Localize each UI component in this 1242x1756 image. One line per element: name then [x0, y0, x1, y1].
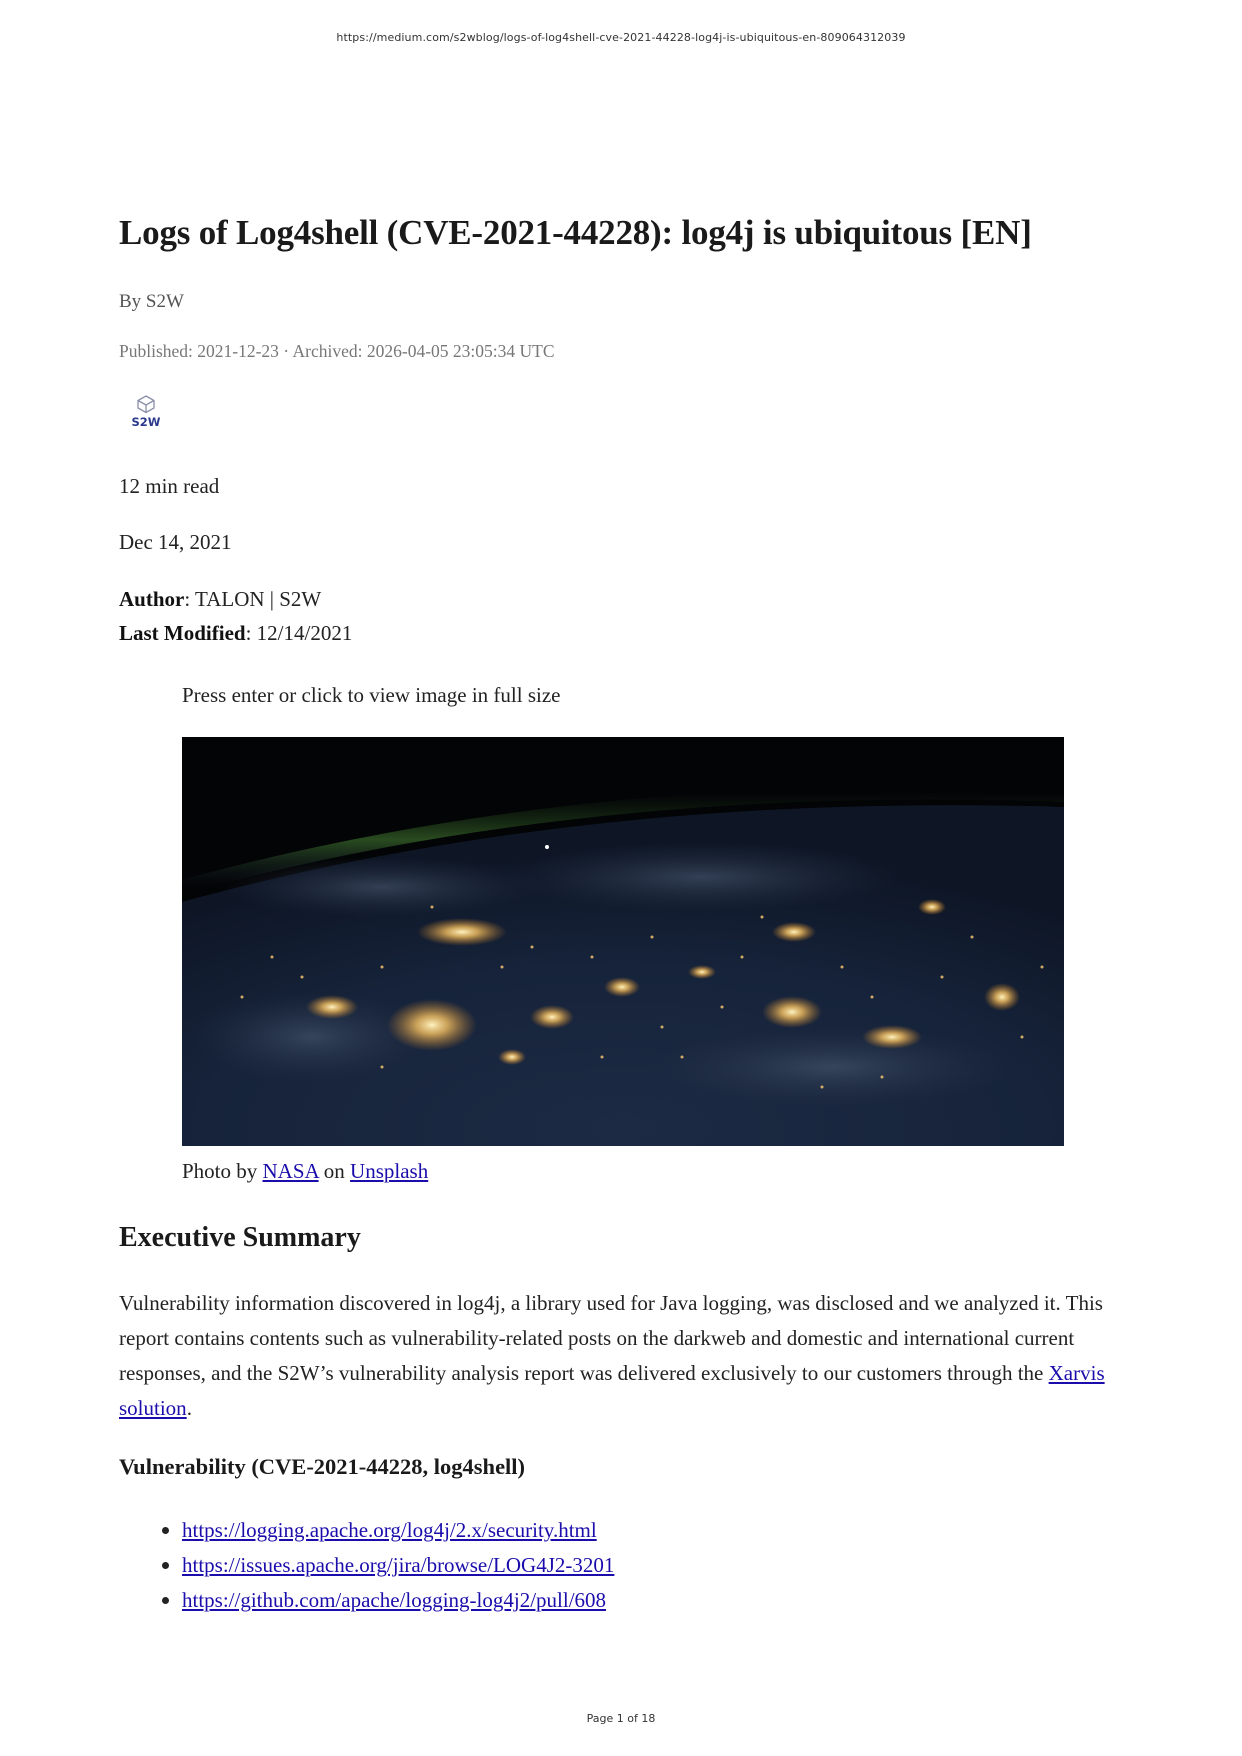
caption-nasa-link[interactable]: NASA — [262, 1159, 319, 1183]
publish-meta: Published: 2021-12-23 · Archived: 2026-04-05 23:05:34 UTC — [119, 341, 555, 361]
bullet-icon — [162, 1527, 169, 1534]
image-prompt: Press enter or click to view image in full size — [182, 683, 561, 707]
image-caption — [182, 1159, 428, 1184]
xarvis-link[interactable]: Xarvis solution — [119, 1361, 1105, 1420]
author-line — [119, 587, 321, 612]
reference-link[interactable]: https://issues.apache.org/jira/browse/LOG4J2-3201 — [182, 1553, 615, 1577]
caption-prefix: Photo by — [182, 1159, 263, 1183]
article-title: Logs of Log4shell (CVE-2021-44228): log4j is ubiquitous [EN] — [119, 213, 1032, 252]
author-label: Author — [119, 587, 185, 611]
modified-line — [119, 621, 352, 646]
s2w-logo — [126, 393, 166, 433]
summary-body: Vulnerability information discovered in log4j, a library used for Java logging, was disclosed and we analyzed it. This report contains contents such as vulnerability-related posts on the darkweb and domestic and international current responses, and the S2W’s vulnerability analysis report was delivered exclusively to our customers through the — [119, 1291, 1103, 1385]
page-number: Page 1 of 18 — [586, 1712, 656, 1725]
bullet-icon — [162, 1562, 169, 1569]
vulnerability-heading: Vulnerability (CVE-2021-44228, log4shell) — [119, 1454, 526, 1479]
list-item — [182, 1514, 614, 1549]
post-date: Dec 14, 2021 — [119, 530, 232, 554]
modified-value: : 12/14/2021 — [245, 621, 353, 645]
hero-image[interactable] — [182, 737, 1064, 1146]
summary-end: . — [186, 1396, 192, 1420]
reference-links — [182, 1514, 614, 1619]
executive-summary-heading: Executive Summary — [119, 1222, 361, 1253]
executive-summary-text — [119, 1286, 1129, 1426]
caption-middle: on — [318, 1159, 351, 1183]
modified-label: Last Modified — [119, 621, 246, 645]
caption-unsplash-link[interactable]: Unsplash — [350, 1159, 429, 1183]
svg-text:S2W: S2W — [131, 415, 161, 429]
bullet-icon — [162, 1597, 169, 1604]
list-item — [182, 1584, 614, 1619]
reference-link[interactable]: https://github.com/apache/logging-log4j2/pull/608 — [182, 1588, 607, 1612]
list-item — [182, 1549, 614, 1584]
reference-link[interactable]: https://logging.apache.org/log4j/2.x/security.html — [182, 1518, 597, 1542]
read-time: 12 min read — [119, 474, 220, 498]
byline: By S2W — [119, 291, 184, 312]
source-url: https://medium.com/s2wblog/logs-of-log4shell-cve-2021-44228-log4j-is-ubiquitous-en-809064312039 — [336, 31, 906, 44]
author-value: : TALON | S2W — [184, 587, 322, 611]
